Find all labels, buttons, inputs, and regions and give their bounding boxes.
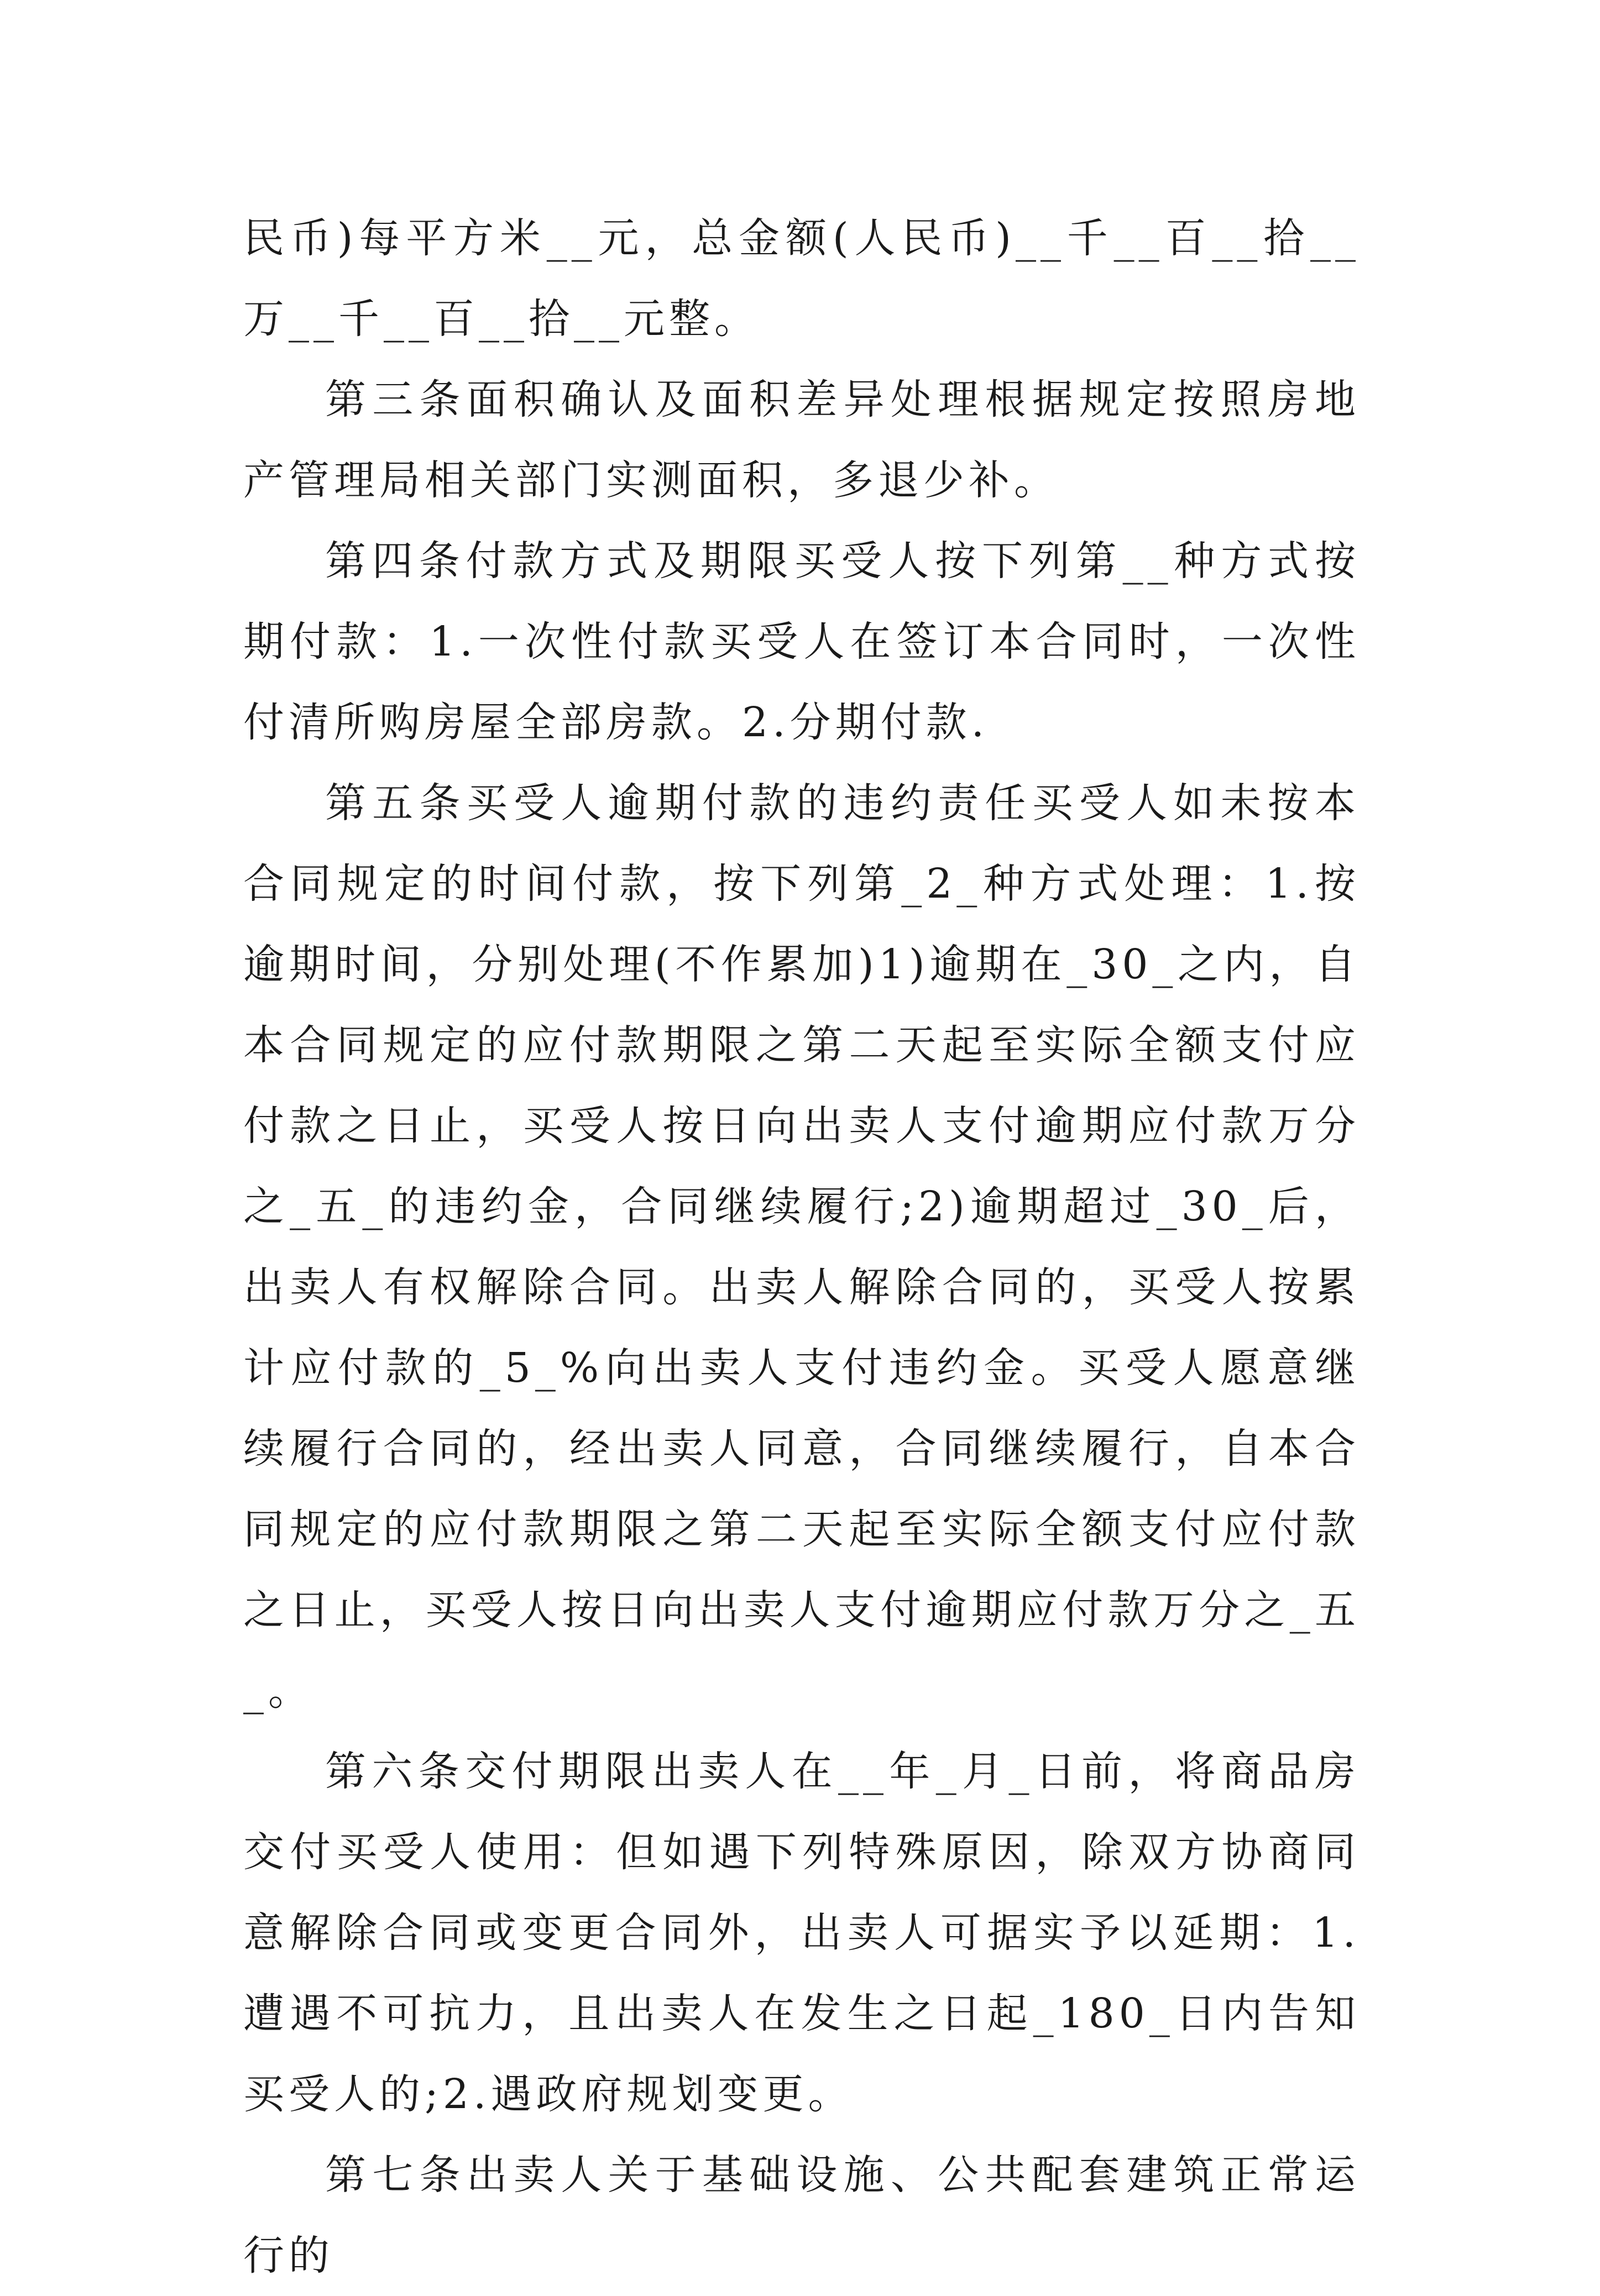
- paragraph-continuation: 民币)每平方米__元，总金额(人民币)__千__百__拾__万__千__百__拾__元整。: [243, 214, 1360, 343]
- paragraph-article-7: 第七条出卖人关于基础设施、公共配套建筑正常运行的: [243, 2151, 1360, 2279]
- paragraph-article-5: 第五条买受人逾期付款的违约责任买受人如未按本合同规定的时间付款，按下列第_2_种方式处理：1.按逾期时间，分别处理(不作累加)1)逾期在_30_之内，自本合同规定的应付款期限之第二天起至实际全额支付应付款之日止，买受人按日向出卖人支付逾期应付款万分之_五_的违约金，合同继续履行;2)逾期超过_30_后，出卖人有权解除合同。出卖人解除合同的，买受人按累计应付款的_5_%向出卖人支付违约金。买受人愿意继续履行合同的，经出卖人同意，合同继续履行，自本合同规定的应付款期限之第二天起至实际全额支付应付款之日止，买受人按日向出卖人支付逾期应付款万分之_五_。: [243, 779, 1360, 1715]
- paragraph-article-3: 第三条面积确认及面积差异处理根据规定按照房地产管理局相关部门实测面积，多退少补。: [243, 376, 1360, 504]
- paragraph-article-4: 第四条付款方式及期限买受人按下列第__种方式按期付款：1.一次性付款买受人在签订本合同时，一次性付清所购房屋全部房款。2.分期付款.: [243, 537, 1360, 746]
- document-body: [243, 198, 1360, 2296]
- paragraph-article-6: 第六条交付期限出卖人在__年_月_日前，将商品房交付买受人使用：但如遇下列特殊原因，除双方协商同意解除合同或变更合同外，出卖人可据实予以延期：1.遭遇不可抗力，且出卖人在发生之日起_180_日内告知买受人的;2.遇政府规划变更。: [243, 1748, 1360, 2118]
